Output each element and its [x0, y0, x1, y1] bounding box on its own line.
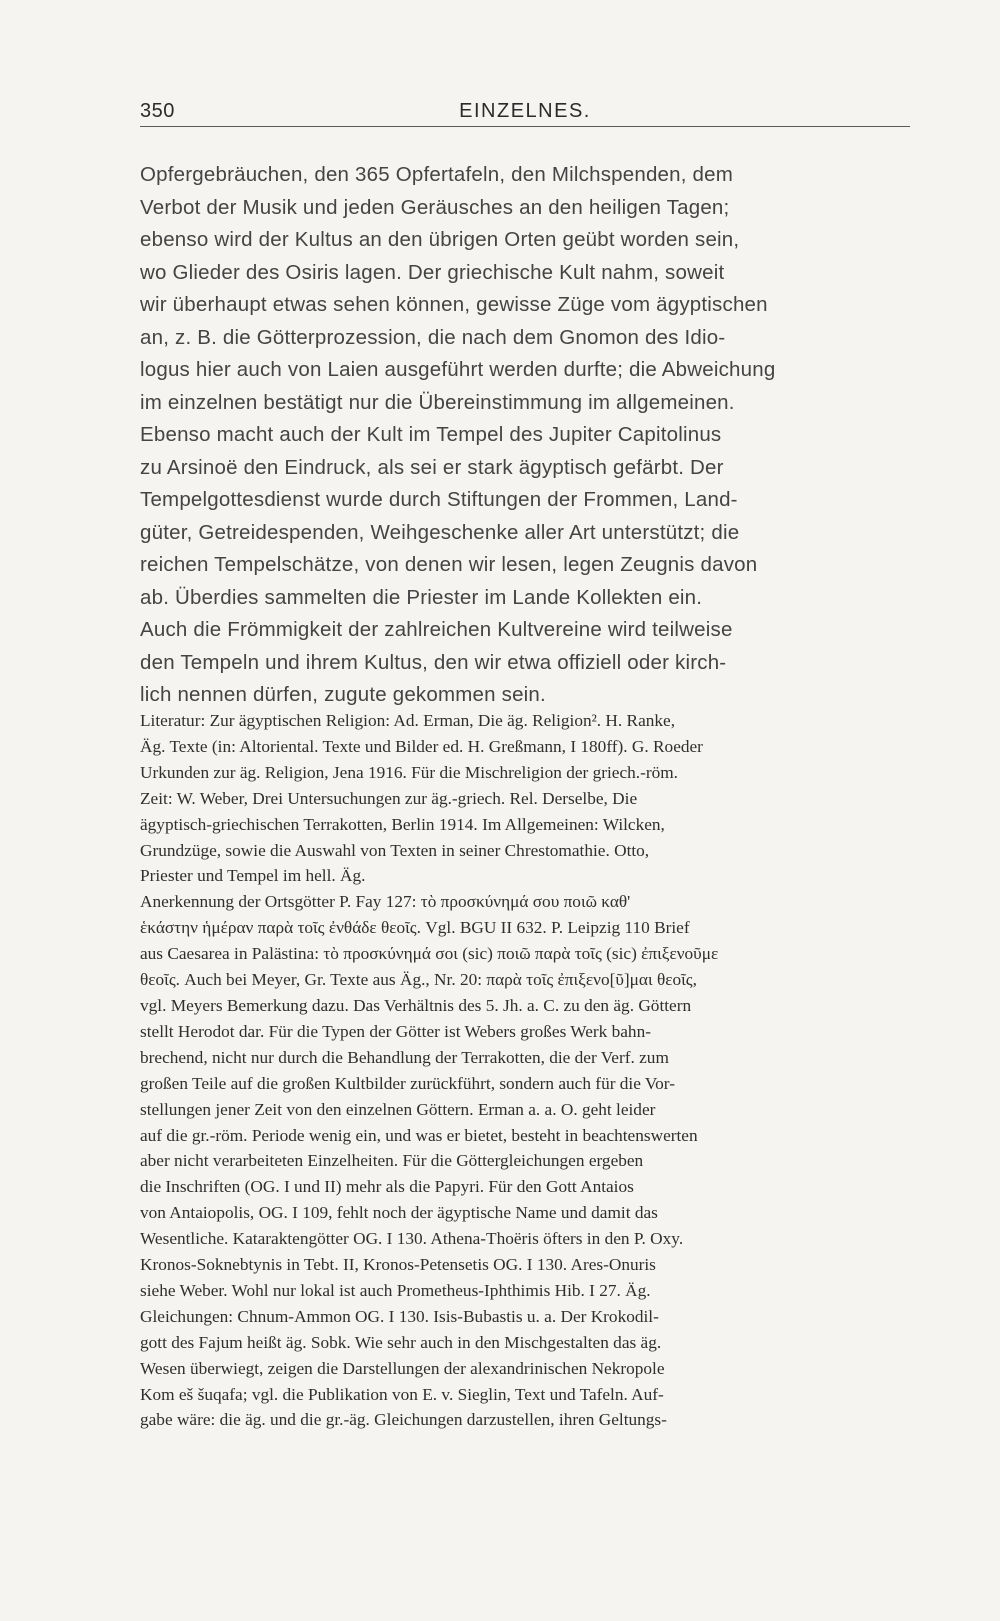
note-line: Kronos-Soknebtynis in Tebt. II, Kronos-Petensetis OG. I 130. Ares-Onuris [140, 1255, 656, 1275]
note-line: großen Teile auf die großen Kultbilder zurückführt, sondern auch für die Vor- [140, 1073, 675, 1093]
note-line: Äg. Texte (in: Altoriental. Texte und Bilder ed. H. Greßmann, I 180ff). G. Roeder [140, 736, 703, 756]
text-line: Opfergebräuchen, den 365 Opfertafeln, den Milchspenden, dem [140, 163, 734, 186]
main-text [140, 159, 910, 712]
text-line: logus hier auch von Laien ausgeführt werden durfte; die Abweichung [140, 358, 776, 381]
text-line: den Tempeln und ihrem Kultus, den wir etwa offiziell oder kirch- [140, 650, 727, 674]
note-line: siehe Weber. Wohl nur lokal ist auch Prometheus-Iphthimis Hib. I 27. Äg. [140, 1280, 651, 1300]
text-line: an, z. B. die Götterprozession, die nach dem Gnomon des Idio- [140, 325, 726, 349]
note-line: gabe wäre: die äg. und die gr.-äg. Gleichungen darzustellen, ihren Geltungs- [140, 1410, 667, 1430]
text-line: wir überhaupt etwas sehen können, gewisse Züge vom ägyptischen [140, 293, 768, 316]
note-line: gott des Fajum heißt äg. Sobk. Wie sehr auch in den Mischgestalten das äg. [140, 1332, 662, 1352]
note-line: stellungen jener Zeit von den einzelnen Göttern. Erman a. a. O. geht leider [140, 1099, 656, 1119]
page-header [140, 100, 910, 127]
note-line: ägyptisch-griechischen Terrakotten, Berlin 1914. Im Allgemeinen: Wilcken, [140, 814, 665, 834]
running-head: EINZELNES. [459, 100, 591, 122]
note-line: Wesen überwiegt, zeigen die Darstellungen der alexandrinischen Nekropole [140, 1358, 665, 1378]
text-line: Auch die Frömmigkeit der zahlreichen Kultvereine wird teilweise [140, 618, 733, 641]
text-line: lich nennen dürfen, zugute gekommen sein. [140, 683, 546, 706]
text-line: Ebenso macht auch der Kult im Tempel des Jupiter Capitolinus [140, 423, 722, 446]
note-line: die Inschriften (OG. I und II) mehr als die Papyri. Für den Gott Antaios [140, 1177, 634, 1197]
text-line: ab. Überdies sammelten die Priester im Lande Kollekten ein. [140, 585, 703, 609]
note-line: Priester und Tempel im hell. Äg. [140, 866, 366, 886]
note-line: Wesentliche. Kataraktengötter OG. I 130. Athena-Thoëris öfters in den P. Oxy. [140, 1229, 684, 1249]
text-line: Tempelgottesdienst wurde durch Stiftungen der Frommen, Land- [140, 488, 738, 511]
text-line: Verbot der Musik und jeden Geräusches an den heiligen Tagen; [140, 195, 730, 219]
text-line: zu Arsinoë den Eindruck, als sei er stark ägyptisch gefärbt. Der [140, 455, 724, 479]
note-line: θεοῖς. Auch bei Meyer, Gr. Texte aus Äg., Nr. 20: παρὰ τοῖς ἐπιξενο[ῦ]μαι θεοῖς, [140, 970, 697, 990]
note-line: auf die gr.-röm. Periode wenig ein, und was er bietet, besteht in beachtenswerten [140, 1125, 698, 1145]
text-line: im einzelnen bestätigt nur die Übereinstimmung im allgemeinen. [140, 390, 735, 414]
text-line: ebenso wird der Kultus an den übrigen Orten geübt worden sein, [140, 228, 740, 251]
note-line: aus Caesarea in Palästina: τὸ προσκύνημά σοι (sic) ποιῶ παρὰ τοῖς (sic) ἐπιξενοῦμε [140, 944, 719, 964]
note-line: Kom eš šuqafa; vgl. die Publikation von E. v. Sieglin, Text und Tafeln. Auf- [140, 1384, 664, 1404]
note-line: Literatur: Zur ägyptischen Religion: Ad. Erman, Die äg. Religion². H. Ranke, [140, 711, 676, 730]
note-line: Grundzüge, sowie die Auswahl von Texten in seiner Chrestomathie. Otto, [140, 840, 650, 860]
note-line: ἑκάστην ἡμέραν παρὰ τοῖς ἐνθάδε θεοῖς. Vgl. BGU II 632. P. Leipzig 110 Brief [140, 918, 690, 938]
note-line: aber nicht verarbeiteten Einzelheiten. Für die Göttergleichungen ergeben [140, 1151, 644, 1171]
page-number: 350 [140, 100, 175, 122]
note-line: stellt Herodot dar. Für die Typen der Götter ist Webers großes Werk bahn- [140, 1021, 651, 1041]
note-line: Zeit: W. Weber, Drei Untersuchungen zur äg.-griech. Rel. Derselbe, Die [140, 788, 638, 808]
literature-notes [140, 708, 910, 1433]
text-line: güter, Getreidespenden, Weihgeschenke aller Art unterstützt; die [140, 520, 740, 544]
text-line: reichen Tempelschätze, von denen wir lesen, legen Zeugnis davon [140, 553, 758, 576]
note-line: Gleichungen: Chnum-Ammon OG. I 130. Isis-Bubastis u. a. Der Krokodil- [140, 1306, 659, 1326]
note-line: vgl. Meyers Bemerkung dazu. Das Verhältnis des 5. Jh. a. C. zu den äg. Göttern [140, 995, 692, 1015]
note-line: brechend, nicht nur durch die Behandlung der Terrakotten, die der Verf. zum [140, 1047, 669, 1067]
note-line: Urkunden zur äg. Religion, Jena 1916. Für die Mischreligion der griech.-röm. [140, 762, 678, 782]
note-line: von Antaiopolis, OG. I 109, fehlt noch der ägyptische Name und damit das [140, 1203, 658, 1223]
note-line: Anerkennung der Ortsgötter P. Fay 127: τὸ προσκύνημά σου ποιῶ καθ' [140, 892, 631, 912]
text-line: wo Glieder des Osiris lagen. Der griechische Kult nahm, soweit [140, 260, 725, 284]
